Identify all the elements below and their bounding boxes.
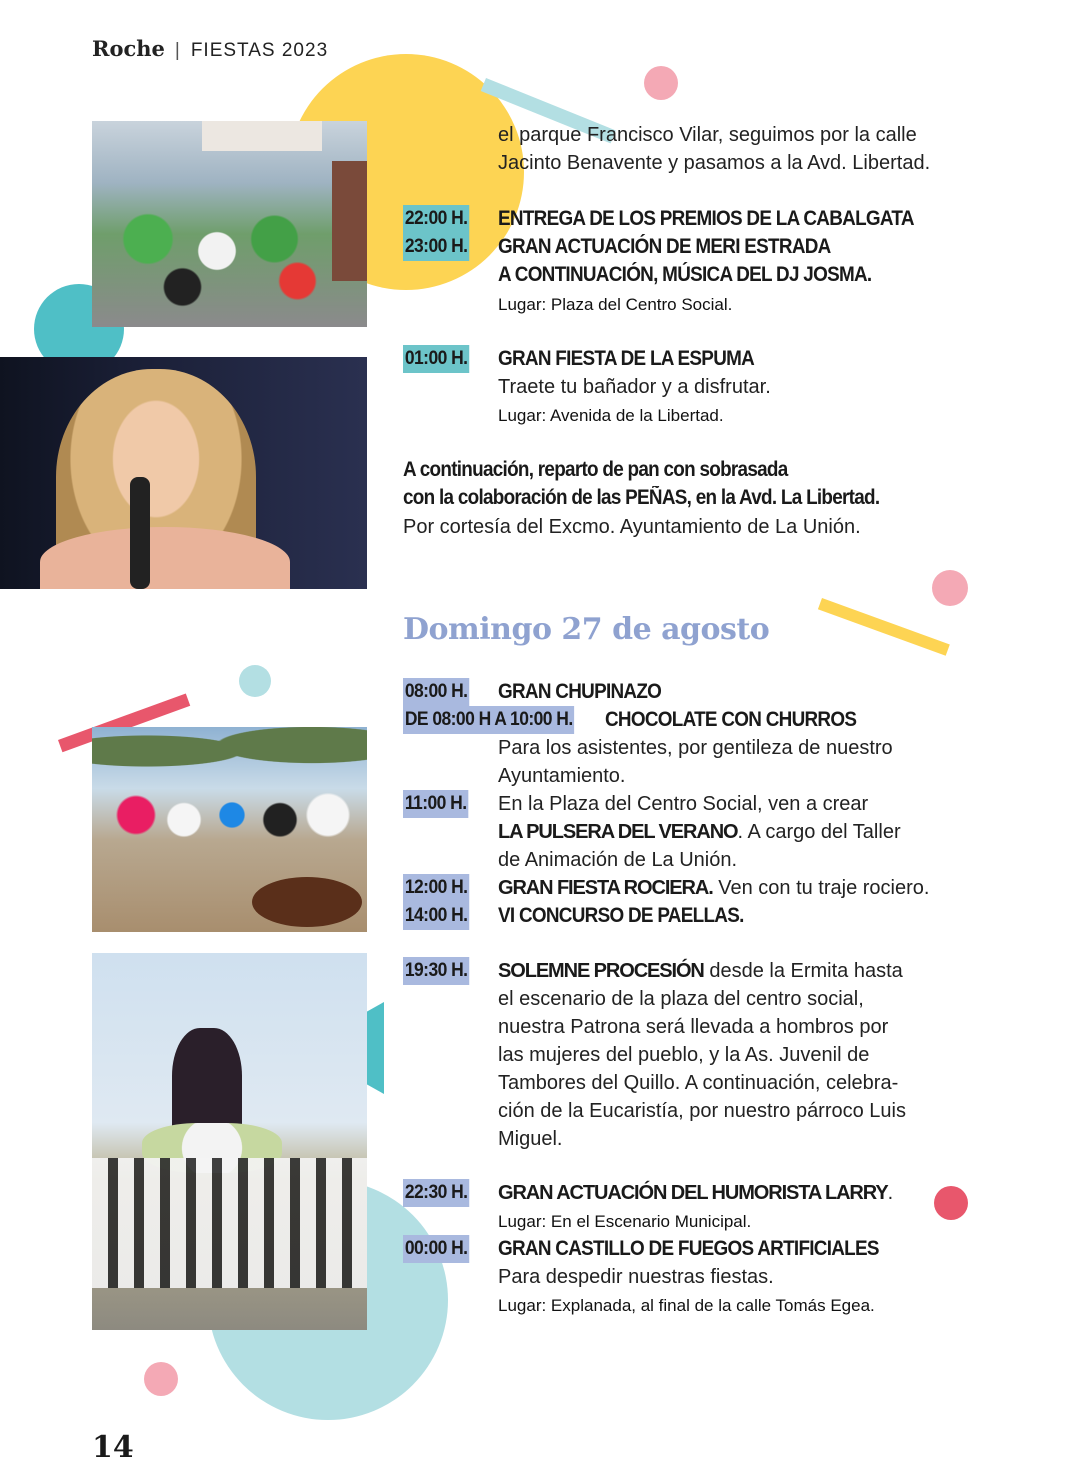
- event-text: las mujeres del pueblo, y la As. Juvenil de: [498, 1044, 870, 1066]
- event-text: En la Plaza del Centro Social, ven a crear: [498, 793, 869, 815]
- photo-paella-pan: [252, 877, 362, 927]
- event-title: GRAN ACTUACIÓN DEL HUMORISTA LARRY: [498, 1182, 888, 1204]
- photo-microphone: [130, 477, 150, 589]
- photo-wall: [332, 161, 367, 281]
- event-title: SOLEMNE PROCESIÓN: [498, 960, 704, 982]
- event-time: 00:00 H.: [403, 1235, 469, 1263]
- event-1200: [403, 874, 1043, 902]
- event-0800: [403, 678, 1043, 706]
- pink-dot-top: [644, 66, 678, 100]
- continuation-line-3: Por cortesía del Excmo. Ayuntamiento de La Unión.: [403, 516, 861, 538]
- event-lugar: Lugar: Explanada, al final de la calle Tomás Egea.: [498, 1296, 875, 1315]
- event-text: Miguel.: [498, 1128, 563, 1150]
- header-separator: |: [174, 40, 181, 61]
- continuation-line-2: con la colaboración de las PEÑAS, en la Avd. La Libertad.: [403, 486, 880, 509]
- event-lugar: Lugar: Avenida de la Libertad.: [498, 406, 724, 425]
- event-line: [498, 957, 903, 987]
- photo-churros-group: [92, 727, 367, 932]
- event-lugar: Lugar: En el Escenario Municipal.: [498, 1212, 752, 1231]
- event-time: 01:00 H.: [403, 345, 469, 373]
- event-time: 08:00 H.: [403, 678, 469, 706]
- event-time: 14:00 H.: [403, 902, 469, 930]
- event-2300: [403, 233, 1043, 317]
- photo-sign: [202, 121, 322, 151]
- event-1400: [403, 902, 1043, 930]
- event-title: ENTREGA DE LOS PREMIOS DE LA CABALGATA: [498, 207, 914, 230]
- event-text: Para los asistentes, por gentileza de nuestro: [498, 737, 893, 759]
- photo-procession: [92, 953, 367, 1330]
- event-time: DE 08:00 H A 10:00 H.: [403, 706, 575, 734]
- event-2200: [403, 205, 1043, 233]
- event-0100: [403, 345, 1043, 431]
- event-title-period: .: [887, 1182, 894, 1204]
- day-heading: Domingo 27 de agosto: [403, 612, 770, 647]
- page-number: 14: [92, 1430, 134, 1465]
- brand-name: Roche: [92, 36, 165, 61]
- event-title: GRAN CASTILLO DE FUEGOS ARTIFICIALES: [498, 1237, 879, 1260]
- event-title: GRAN ACTUACIÓN DE MERI ESTRADA: [498, 235, 831, 258]
- event-1100: [403, 790, 1043, 874]
- event-chocolate: [403, 706, 1043, 790]
- event-text: . A cargo del Taller: [737, 821, 901, 843]
- teal-dot-small: [239, 665, 271, 697]
- event-title: CHOCOLATE CON CHURROS: [605, 708, 857, 731]
- event-text: desde la Ermita hasta: [703, 960, 903, 982]
- intro-line-1: el parque Francisco Vilar, seguimos por la calle: [498, 124, 917, 146]
- event-title: GRAN FIESTA ROCIERA.: [498, 877, 713, 899]
- event-time: 19:30 H.: [403, 957, 469, 985]
- intro-line-2: Jacinto Benavente y pasamos a la Avd. Libertad.: [498, 152, 931, 174]
- event-title-continued: A CONTINUACIÓN, MÚSICA DEL DJ JOSMA.: [498, 263, 872, 286]
- pink-dot-right: [932, 570, 968, 606]
- photo-singer-shoulders: [40, 527, 290, 589]
- event-text: de Animación de La Unión.: [498, 849, 738, 871]
- event-time: 22:30 H.: [403, 1179, 469, 1207]
- yellow-bar-right: [818, 598, 950, 656]
- event-title: VI CONCURSO DE PAELLAS.: [498, 904, 744, 927]
- event-text: Para despedir nuestras fiestas.: [498, 1266, 774, 1288]
- event-0000: [403, 1235, 1043, 1321]
- event-time: 11:00 H.: [403, 790, 468, 818]
- event-time: 23:00 H.: [403, 233, 469, 261]
- photo-people: [112, 777, 352, 872]
- event-title: GRAN CHUPINAZO: [498, 680, 662, 703]
- event-text: Ven con tu traje rociero.: [712, 877, 930, 899]
- running-header: [92, 36, 328, 62]
- event-line: [498, 874, 929, 904]
- event-line: [498, 1179, 893, 1209]
- event-text: Ayuntamiento.: [498, 765, 626, 787]
- photo-crowd: [102, 191, 332, 311]
- header-section: FIESTAS 2023: [190, 40, 329, 61]
- event-highlight: LA PULSERA DEL VERANO: [498, 821, 738, 843]
- event-text: el escenario de la plaza del centro social,: [498, 988, 864, 1010]
- photo-bearers: [92, 1158, 367, 1288]
- event-1930: [403, 957, 1043, 1153]
- event-2230: [403, 1179, 1043, 1235]
- continuation-line-1: A continuación, reparto de pan con sobrasada: [403, 458, 788, 481]
- photo-singer: [0, 357, 367, 589]
- event-text: Traete tu bañador y a disfrutar.: [498, 376, 771, 398]
- event-lugar: Lugar: Plaza del Centro Social.: [498, 295, 733, 314]
- event-title: GRAN FIESTA DE LA ESPUMA: [498, 347, 755, 370]
- event-text: ción de la Eucaristía, por nuestro párroco Luis: [498, 1100, 906, 1122]
- event-text: nuestra Patrona será llevada a hombros por: [498, 1016, 889, 1038]
- event-text: Tambores del Quillo. A continuación, celebra-: [498, 1072, 899, 1094]
- pink-dot-bottom: [144, 1362, 178, 1396]
- event-time: 22:00 H.: [403, 205, 469, 233]
- event-text-line: [498, 818, 901, 848]
- event-time: 12:00 H.: [403, 874, 469, 902]
- photo-group-children: [92, 121, 367, 327]
